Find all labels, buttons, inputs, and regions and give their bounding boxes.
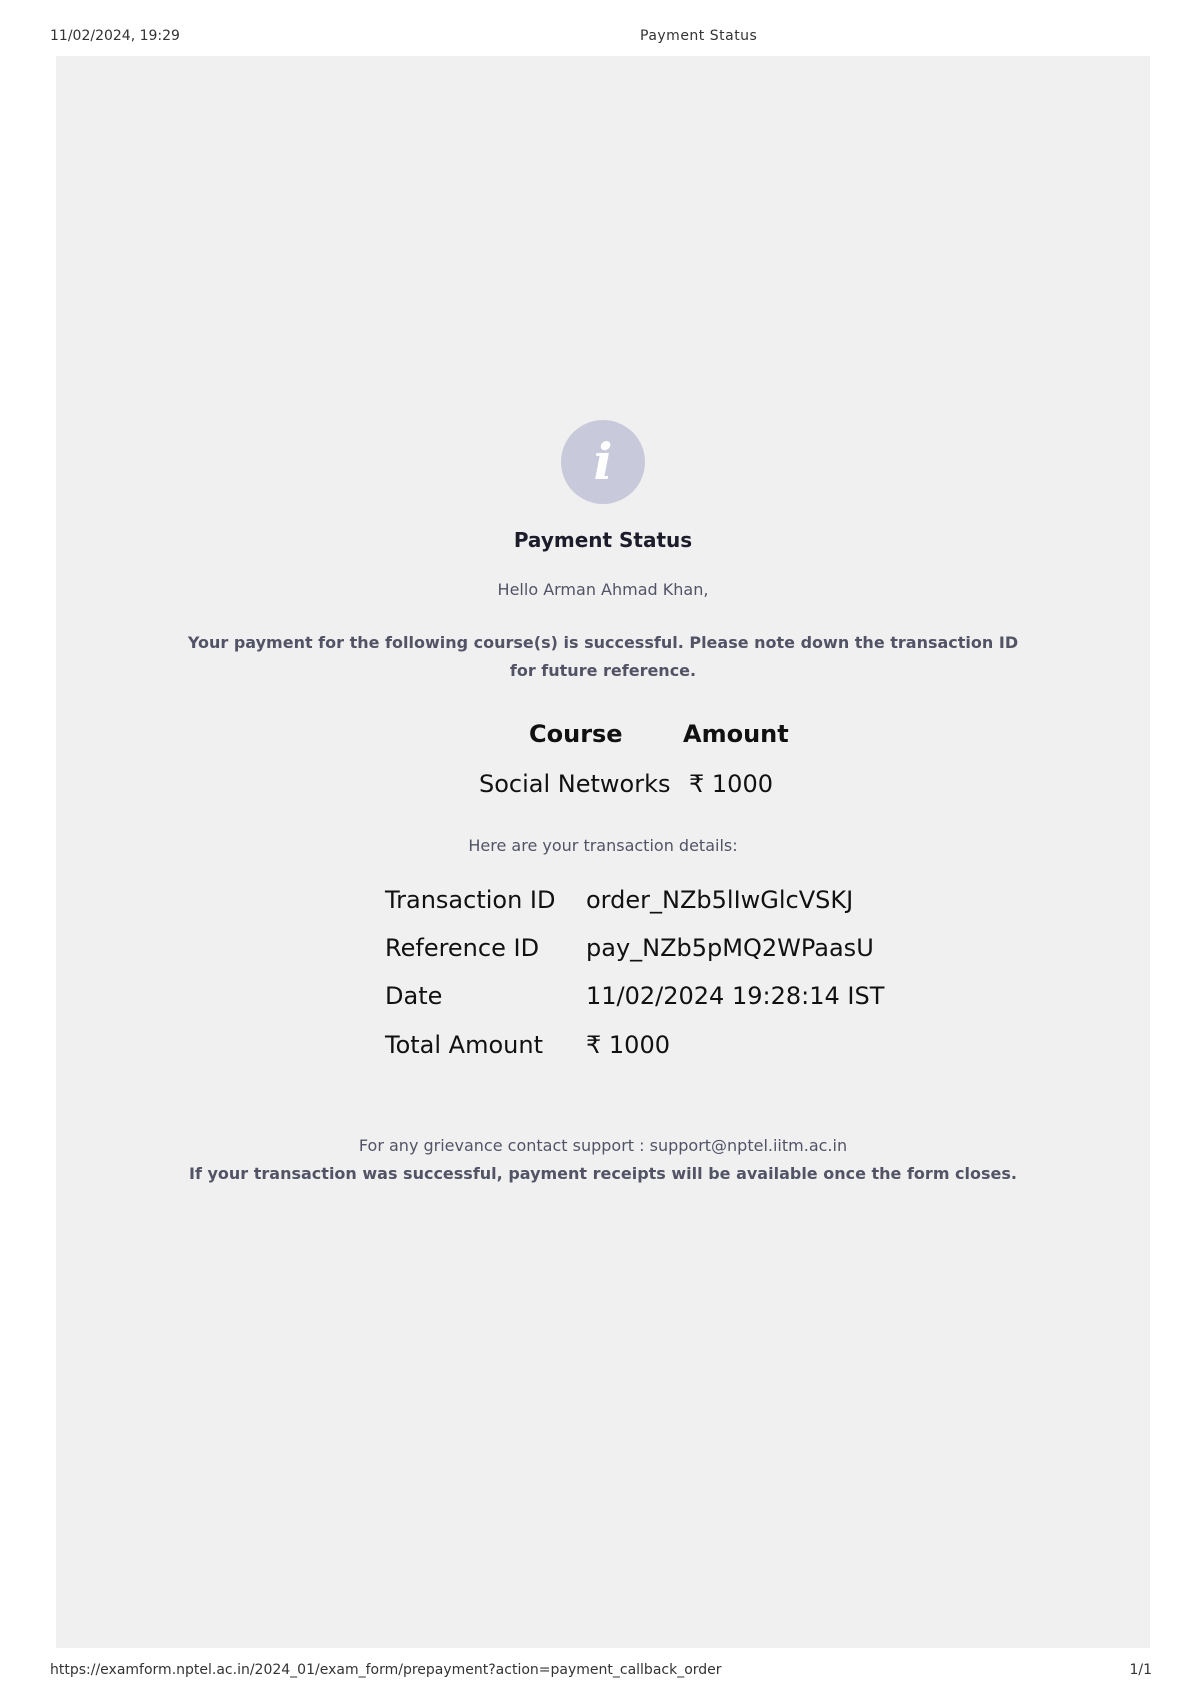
total-amount-value: ₹ 1000: [586, 1031, 670, 1059]
info-icon: [561, 420, 645, 504]
reference-id-value: pay_NZb5pMQ2WPaasU: [586, 934, 874, 962]
receipt-note: If your transaction was successful, payment receipts will be available once the form closes.: [189, 1164, 1017, 1183]
course-amount-cell: ₹ 1000: [689, 770, 773, 798]
success-message: Your payment for the following course(s) is successful. Please note down the transaction ID for future reference.: [187, 633, 1019, 680]
course-column-header: Course: [529, 720, 623, 748]
print-timestamp: 11/02/2024, 19:29: [50, 28, 180, 44]
page-title: Payment Status: [513, 528, 693, 552]
total-amount-label: Total Amount: [385, 1031, 543, 1059]
date-label: Date: [385, 982, 443, 1010]
transaction-details-intro: Here are your transaction details:: [468, 836, 738, 855]
payment-status-panel: [56, 56, 1150, 1648]
course-name-cell: Social Networks: [479, 770, 671, 798]
support-contact-text: For any grievance contact support : support@nptel.iitm.ac.in: [358, 1136, 848, 1155]
reference-id-label: Reference ID: [385, 934, 540, 962]
print-header: [0, 28, 1200, 48]
date-value: 11/02/2024 19:28:14 IST: [586, 982, 885, 1010]
page-number: 1/1: [1129, 1662, 1152, 1678]
page-url: https://examform.nptel.ac.in/2024_01/exam_form/prepayment?action=payment_callback_order: [50, 1662, 722, 1678]
amount-column-header: Amount: [683, 720, 789, 748]
transaction-id-label: Transaction ID: [385, 886, 556, 914]
print-footer: [0, 1662, 1200, 1682]
print-title: Payment Status: [640, 28, 758, 44]
greeting-text: Hello Arman Ahmad Khan,: [497, 580, 709, 599]
transaction-id-value: order_NZb5lIwGlcVSKJ: [586, 886, 854, 914]
info-icon-glyph: i: [593, 432, 613, 491]
